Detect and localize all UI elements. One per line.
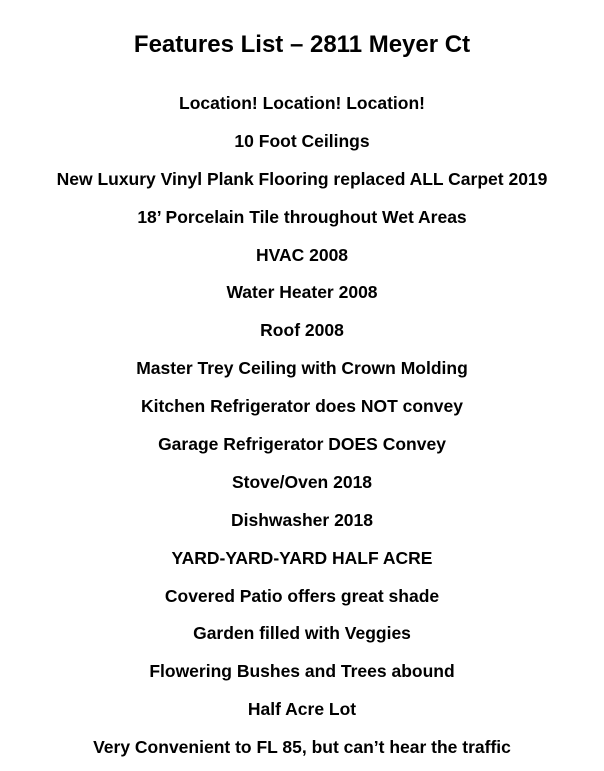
features-list — [0, 89, 604, 771]
feature-item: Covered Patio offers great shade — [164, 585, 440, 606]
page-title: Features List – 2811 Meyer Ct — [133, 31, 471, 58]
feature-item: Garden filled with Veggies — [193, 623, 411, 644]
feature-item: 18’ Porcelain Tile throughout Wet Areas — [137, 206, 467, 227]
feature-item: Roof 2008 — [260, 320, 344, 341]
feature-item: Water Heater 2008 — [226, 282, 378, 303]
feature-item: Flowering Bushes and Trees abound — [149, 661, 455, 682]
feature-item: 10 Foot Ceilings — [234, 130, 370, 151]
feature-item: Stove/Oven 2018 — [231, 471, 373, 492]
feature-item: Master Trey Ceiling with Crown Molding — [136, 358, 468, 379]
feature-item: Kitchen Refrigerator does NOT convey — [141, 396, 463, 417]
feature-item: YARD-YARD-YARD HALF ACRE — [171, 547, 433, 568]
feature-item: HVAC 2008 — [255, 244, 349, 265]
feature-item: Dishwasher 2018 — [230, 509, 374, 530]
feature-item: Location! Location! Location! — [179, 93, 425, 113]
feature-item: Very Convenient to FL 85, but can’t hear the traffic — [93, 737, 511, 758]
feature-item: Garage Refrigerator DOES Convey — [158, 434, 446, 455]
feature-item: Half Acre Lot — [247, 699, 357, 720]
feature-item: New Luxury Vinyl Plank Flooring replaced ALL Carpet 2019 — [56, 168, 548, 189]
